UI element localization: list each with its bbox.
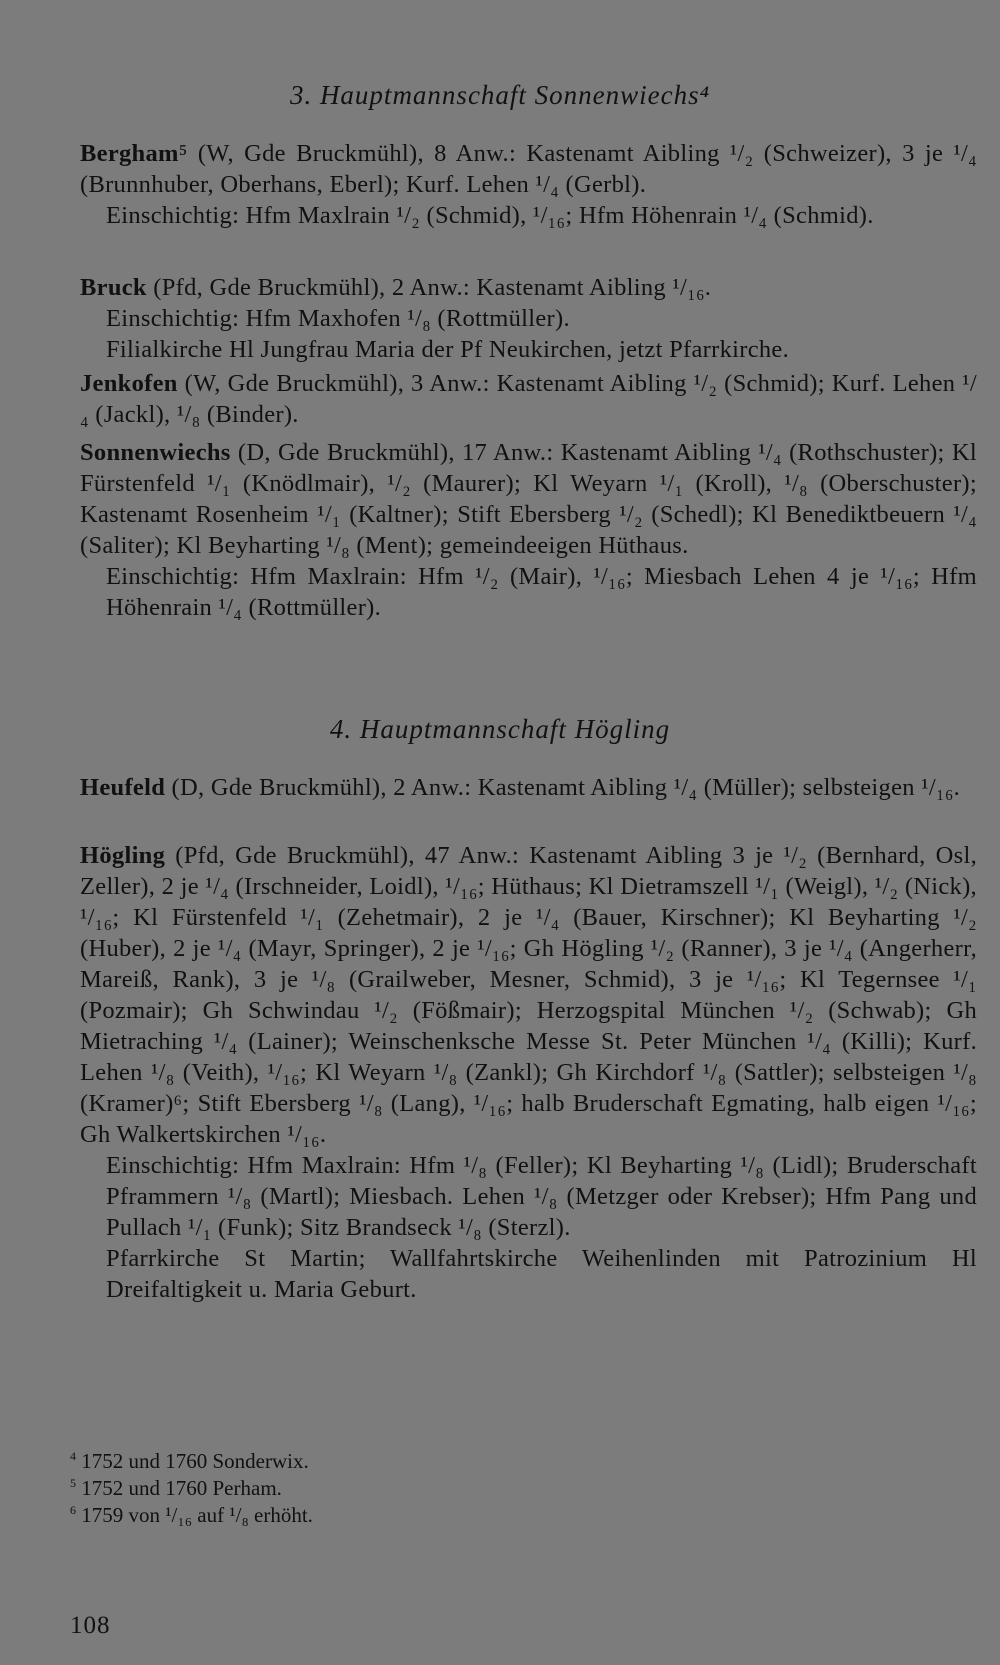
entry-name: Bruck (80, 274, 147, 301)
entry-sub: Einschichtig: Hfm Maxlrain: Hfm ¹/₈ (Feller); Kl Beyharting ¹/₈ (Lidl); Bruderschaft Pframmern ¹/₈ (Martl); Miesbach. Lehen ¹/₈ (Metzger oder Krebser); Hfm Pang und Pullach ¹/₁ (Funk); Sitz Brandseck ¹/₈ (Sterzl). (106, 1152, 977, 1241)
entry-name: Högling (80, 842, 166, 869)
footnote-6 (70, 1497, 670, 1529)
entry-jenkofen (80, 368, 977, 430)
entry-sub: Einschichtig: Hfm Maxlrain: Hfm ¹/₂ (Mair), ¹/₁₆; Miesbach Lehen 4 je ¹/₁₆; Hfm Höhenrain ¹/₄ (Rottmüller). (106, 563, 977, 621)
entry-hoegling (80, 840, 977, 1305)
footnote-mark: 4 (70, 1449, 76, 1463)
entry-text: (D, Gde Bruckmühl), 17 Anw.: Kastenamt Aibling ¹/₄ (Rothschuster); Kl Fürstenfeld ¹/₁ (Knödlmair), ¹/₂ (Maurer); Kl Weyarn ¹/₁ (Kroll), ¹/₈ (Oberschuster); Kastenamt Rosenheim ¹/₁ (Kaltner); Stift Ebersberg ¹/₂ (Schedl); Kl Benediktbeuern ¹/₄ (Saliter); Kl Beyharting ¹/₈ (Ment); gemeindeeigen Hüthaus. (80, 439, 977, 559)
entry-sonnenwiechs (80, 437, 977, 623)
entry-heufeld (80, 772, 977, 803)
entry-sub: Einschichtig: Hfm Maxlrain ¹/₂ (Schmid), ¹/₁₆; Hfm Höhenrain ¹/₄ (Schmid). (106, 202, 874, 229)
entry-name: Bergham (80, 140, 179, 167)
entry-name: Sonnenwiechs (80, 439, 231, 466)
footnote-mark: 5 (70, 1476, 76, 1490)
entry-text: (D, Gde Bruckmühl), 2 Anw.: Kastenamt Aibling ¹/₄ (Müller); selbsteigen ¹/₁₆. (165, 774, 961, 801)
footnote-mark: 6 (70, 1503, 76, 1517)
entry-sub: Einschichtig: Hfm Maxhofen ¹/₈ (Rottmüller). (106, 305, 570, 332)
entry-name: Heufeld (80, 774, 166, 801)
section-title-3: 3. Hauptmannschaft Sonnenwiechs⁴ (289, 80, 711, 110)
entry-bruck (80, 272, 977, 365)
entry-sub2: Filialkirche Hl Jungfrau Maria der Pf Neukirchen, jetzt Pfarrkirche. (106, 336, 790, 363)
entry-bergham (80, 138, 977, 231)
section-title-4: 4. Hauptmannschaft Högling (329, 714, 671, 744)
entry-text: (Pfd, Gde Bruckmühl), 47 Anw.: Kastenamt Aibling 3 je ¹/₂ (Bernhard, Osl, Zeller), 2 je ¹/₄ (Irschneider, Loidl), ¹/₁₆; Hüthaus; Kl Dietramszell ¹/₁ (Weigl), ¹/₂ (Nick), ¹/₁₆; Kl Fürstenfeld ¹/₁ (Zehetmair), 2 je ¹/₄ (Bauer, Kirschner); Kl Beyharting ¹/₂ (Huber), 2 je ¹/₄ (Mayr, Springer), 2 je ¹/₁₆; Gh Högling ¹/₂ (Ranner), 3 je ¹/₄ (Angerherr, Mareiß, Rank), 3 je ¹/₈ (Grailweber, Mesner, Schmid), 3 je ¹/₁₆; Kl Tegernsee ¹/₁ (Pozmair); Gh Schwindau ¹/₂ (Fößmair); Herzogspital München ¹/₂ (Schwab); Gh Mietraching ¹/₄ (Lainer); Weinschenksche Messe St. Peter München ¹/₄ (Killi); Kurf. Lehen ¹/₈ (Veith), ¹/₁₆; Kl Weyarn ¹/₈ (Zankl); Gh Kirchdorf ¹/₈ (Sattler); selbsteigen ¹/₈ (Kramer)⁶; Stift Ebersberg ¹/₈ (Lang), ¹/₁₆; halb Bruderschaft Egmating, halb eigen ¹/₁₆; Gh Walkertskirchen ¹/₁₆. (80, 842, 977, 1148)
entry-sub2: Pfarrkirche St Martin; Wallfahrtskirche Weihenlinden mit Patrozinium Hl Dreifaltigkeit u. Maria Geburt. (106, 1245, 977, 1303)
page-number: 108 (70, 1612, 111, 1639)
footnote-text: 1752 und 1760 Perham. (81, 1476, 282, 1500)
entry-text: ⁵ (W, Gde Bruckmühl), 8 Anw.: Kastenamt Aibling ¹/₂ (Schweizer), 3 je ¹/₄ (Brunnhuber, Oberhans, Eberl); Kurf. Lehen ¹/₄ (Gerbl). (80, 140, 977, 198)
entry-text: (Pfd, Gde Bruckmühl), 2 Anw.: Kastenamt Aibling ¹/₁₆. (146, 274, 712, 301)
footnote-text: 1759 von ¹/₁₆ auf ¹/₈ erhöht. (81, 1503, 313, 1527)
entry-text: (W, Gde Bruckmühl), 3 Anw.: Kastenamt Aibling ¹/₂ (Schmid); Kurf. Lehen ¹/₄ (Jackl), ¹/₈ (Binder). (80, 370, 977, 428)
entry-name: Jenkofen (80, 370, 178, 397)
footnote-text: 1752 und 1760 Sonderwix. (81, 1449, 309, 1473)
